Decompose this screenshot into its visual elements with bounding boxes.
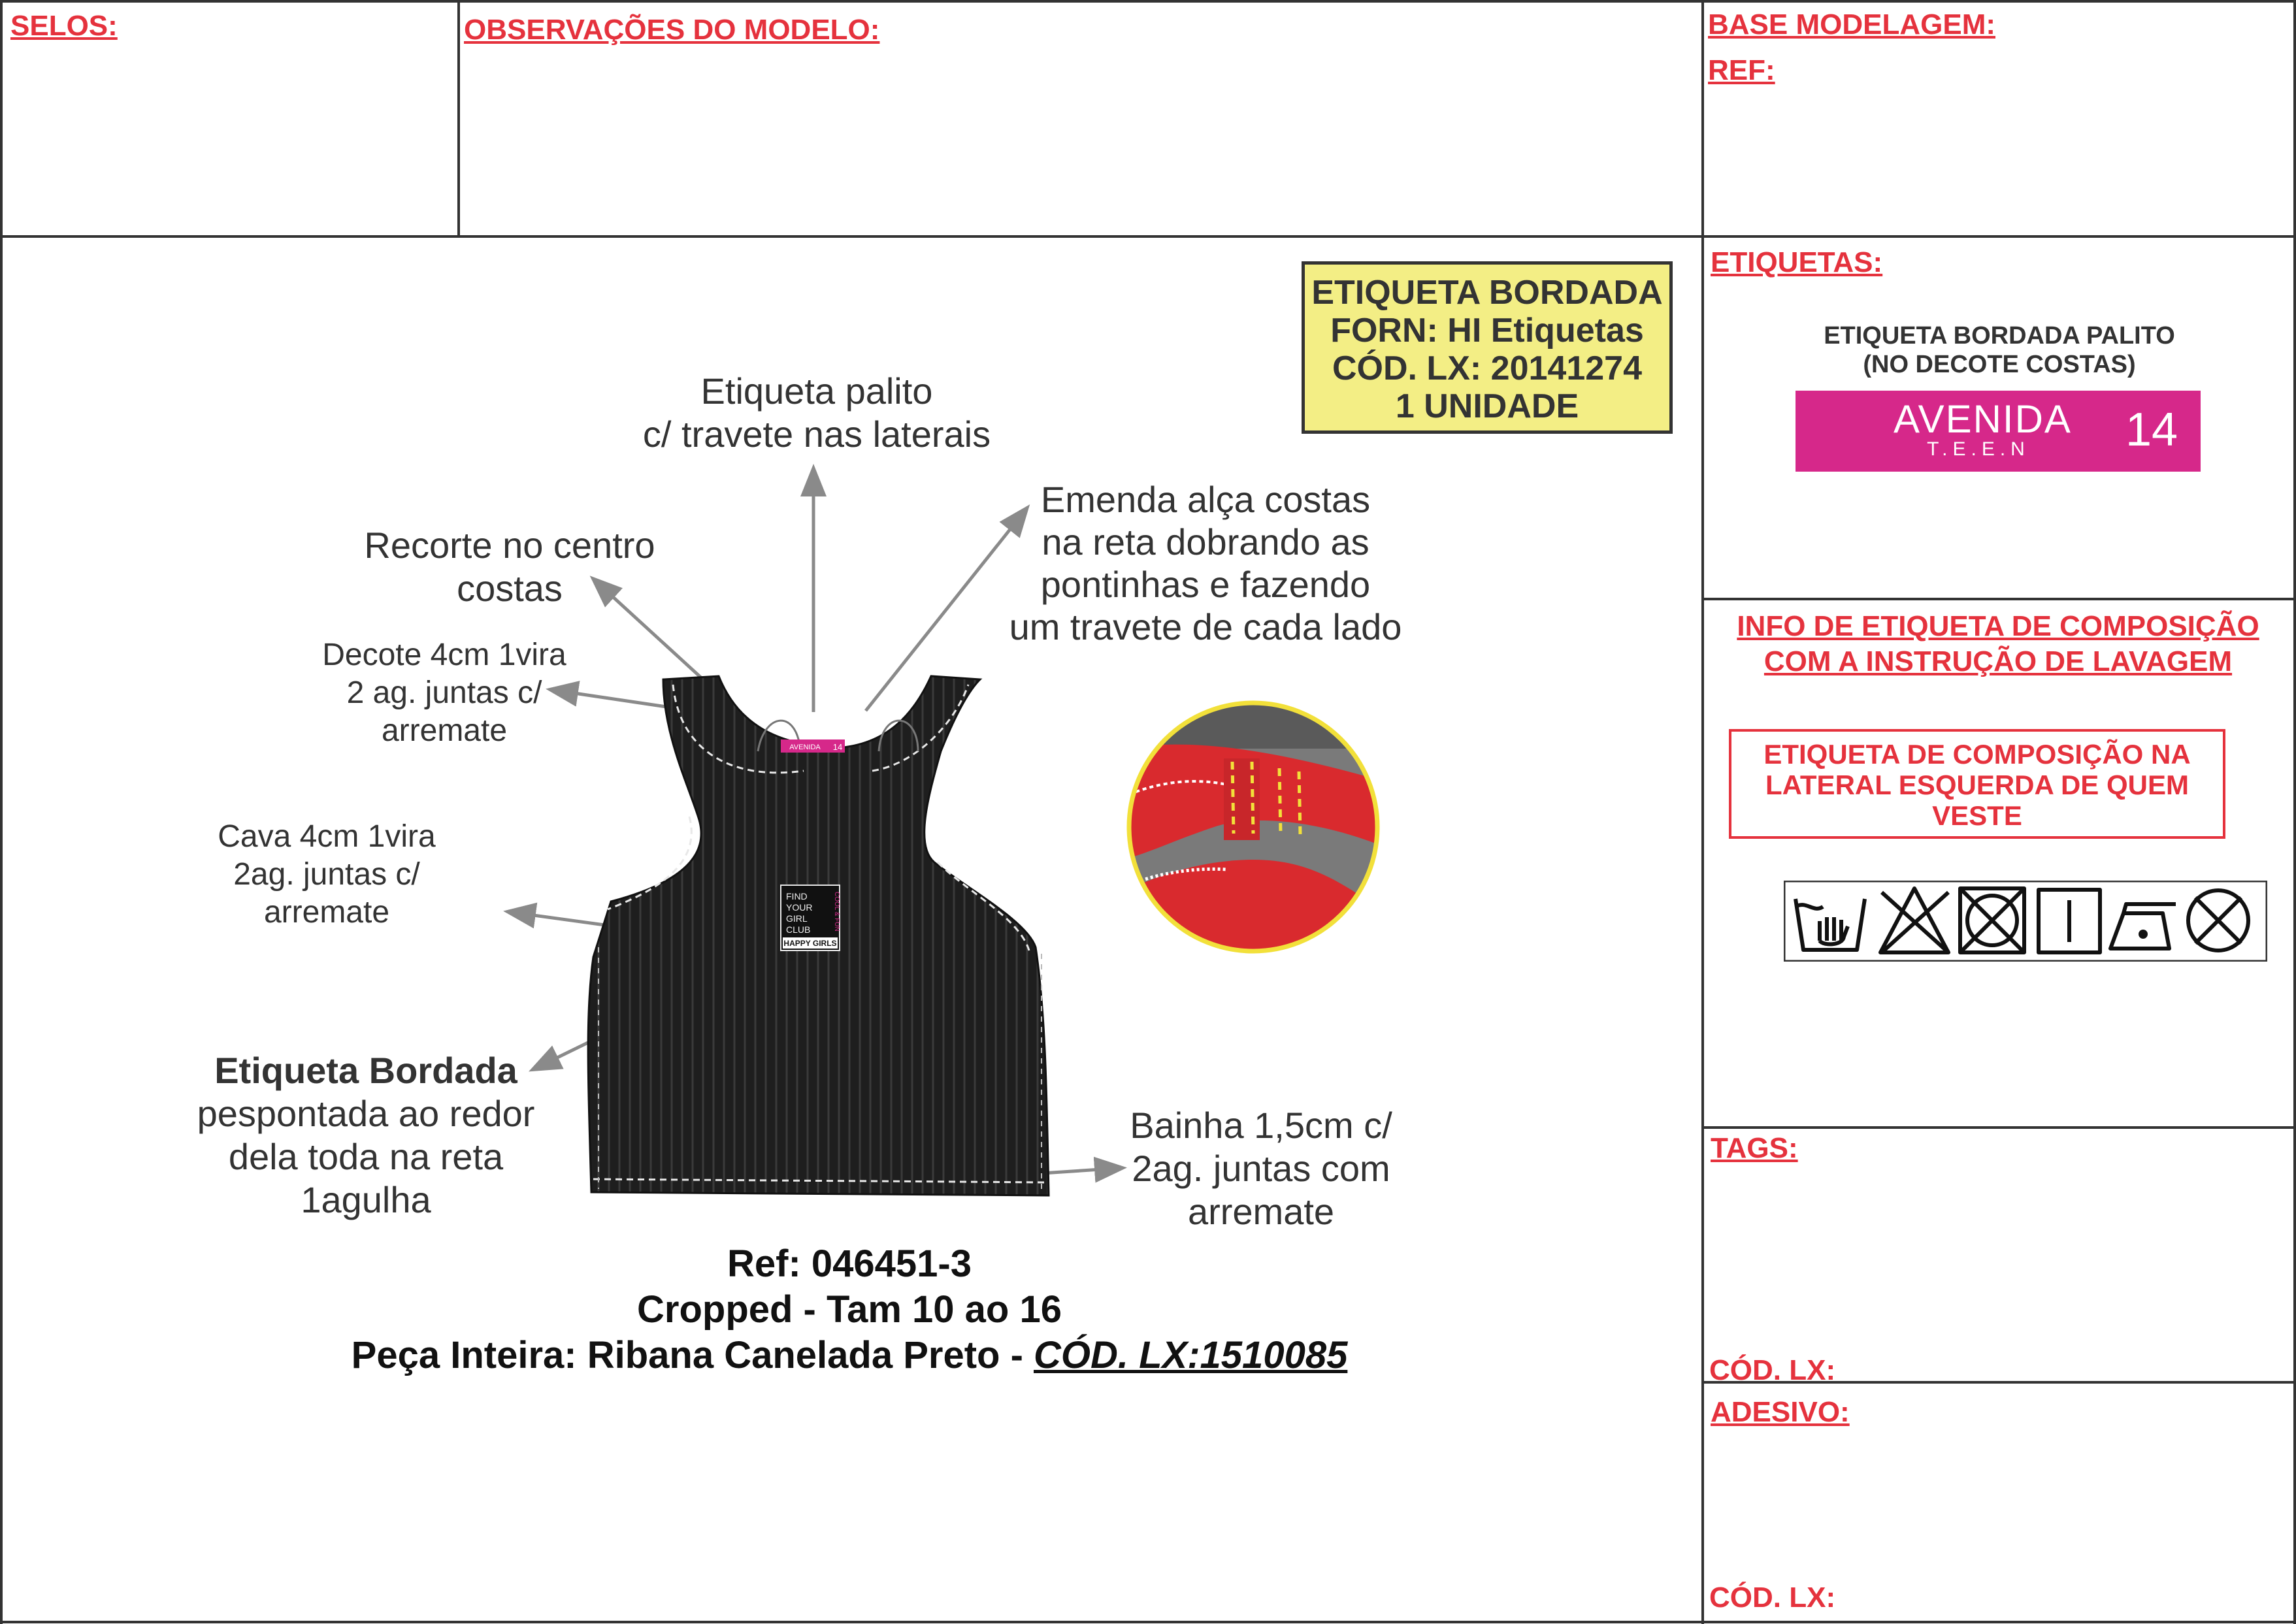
note-etiqueta-palito: Etiqueta palito c/ travete nas laterais — [642, 370, 991, 455]
note-etiqueta-bordada: Etiqueta Bordada pespontada ao redor dela toda na reta 1agulha — [197, 1050, 535, 1220]
patch-side-text: COOL & FUN — [833, 892, 840, 932]
product-fabric: Peça Inteira: Ribana Canelada Preto - CÓD. LX:1510085 — [351, 1334, 1348, 1376]
etiqueta-box-line2: FORN: HI Etiquetas — [1330, 312, 1644, 349]
etiquetas-label: ETIQUETAS: — [1711, 246, 1883, 278]
care-symbols — [1784, 881, 2267, 962]
note-decote: Decote 4cm 1vira 2 ag. juntas c/ arremate — [322, 638, 566, 748]
brand-label — [1796, 391, 2201, 472]
right-divider-1 — [1701, 235, 2296, 238]
etiqueta-box-line1: ETIQUETA BORDADA — [1311, 274, 1663, 312]
right-divider-2 — [1701, 598, 2296, 600]
brand-name: AVENIDA — [1894, 397, 2072, 441]
note-cava: Cava 4cm 1vira 2ag. juntas c/ arremate — [218, 819, 436, 930]
right-divider-3 — [1701, 1126, 2296, 1129]
note-bainha: Bainha 1,5cm c/ 2ag. juntas com arremate — [1130, 1105, 1392, 1232]
garment-sketch — [562, 673, 1065, 1202]
product-info — [261, 1241, 1437, 1378]
tags-cod-label: CÓD. LX: — [1709, 1354, 1836, 1386]
note-emenda: Emenda alça costas na reta dobrando as pontinhas e fazendo um travete de cada lado — [1009, 479, 1402, 647]
patch-line-2: YOUR — [786, 902, 813, 913]
adesivo-cod-label: CÓD. LX: — [1709, 1582, 1836, 1614]
base-modelagem-label: BASE MODELAGEM: — [1708, 8, 1995, 41]
stitch-detail-circle — [1123, 696, 1384, 958]
etiqueta-palito-desc: ETIQUETA BORDADA PALITO (NO DECOTE COSTAS) — [1824, 322, 2175, 378]
ref-label: REF: — [1708, 54, 1775, 86]
garment-neck-label-num: 14 — [832, 742, 843, 752]
observacoes-label: OBSERVAÇÕES DO MODELO: — [464, 14, 880, 46]
brand-size: 14 — [2125, 404, 2178, 456]
note-recorte: Recorte no centro costas — [364, 525, 655, 609]
patch-line-1: FIND — [786, 891, 808, 901]
etiqueta-box-line3: CÓD. LX: 20141274 — [1332, 349, 1643, 387]
product-ref: Ref: 046451-3 — [727, 1242, 972, 1285]
patch-line-3: GIRL — [786, 913, 808, 924]
brand-sub: T.E.E.N — [1927, 438, 2030, 460]
patch-bottom-text: HAPPY GIRLS — [783, 939, 837, 948]
composicao-title: INFO DE ETIQUETA DE COMPOSIÇÃO COM A INSTRUÇÃO DE LAVAGEM — [1737, 610, 2259, 677]
etiqueta-box-line4: 1 UNIDADE — [1395, 387, 1579, 425]
patch-line-4: CLUB — [786, 924, 811, 935]
selos-label: SELOS: — [10, 10, 118, 42]
product-name: Cropped - Tam 10 ao 16 — [637, 1288, 1062, 1331]
adesivo-label: ADESIVO: — [1711, 1396, 1850, 1428]
composicao-box: ETIQUETA DE COMPOSIÇÃO NA LATERAL ESQUERDA DE QUEM VESTE — [1729, 729, 2225, 839]
garment-neck-label-text: AVENIDA — [789, 743, 821, 751]
tags-label: TAGS: — [1711, 1132, 1798, 1164]
product-fabric-code: CÓD. LX:1510085 — [1034, 1334, 1348, 1376]
